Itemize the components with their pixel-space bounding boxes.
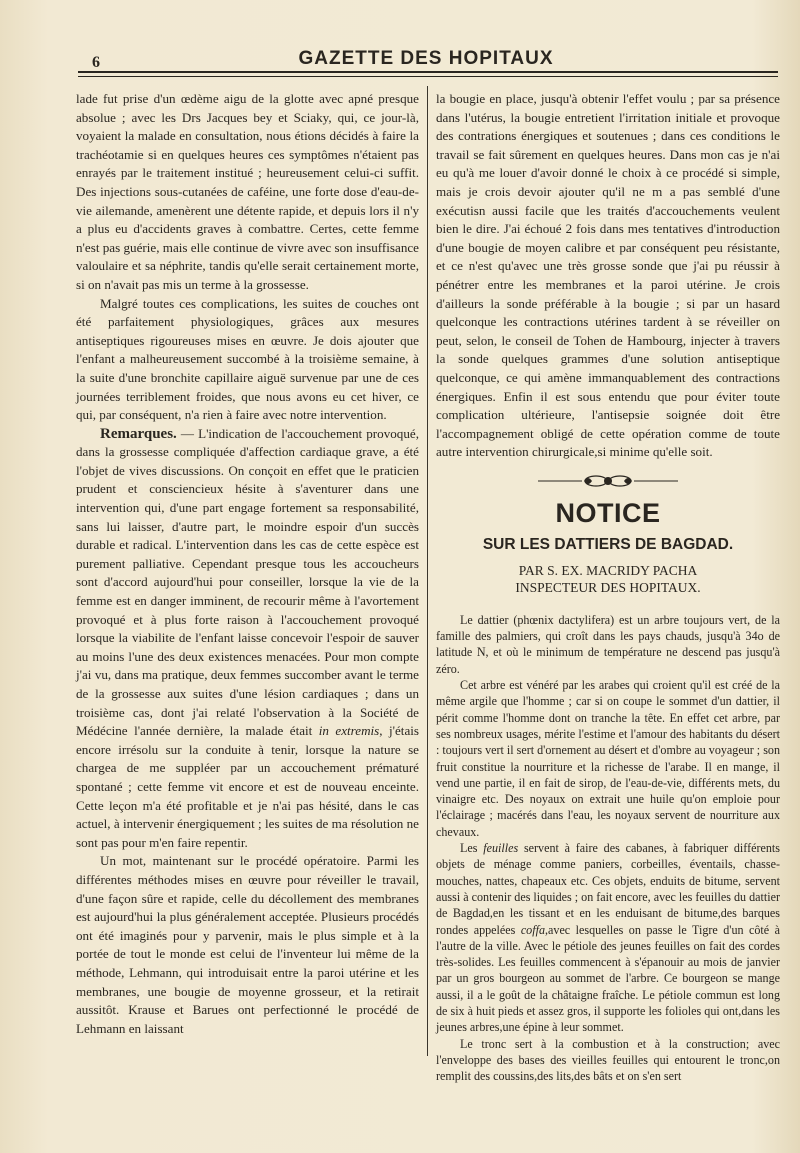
running-title: GAZETTE DES HOPITAUX bbox=[298, 48, 554, 69]
left-column bbox=[76, 90, 419, 1038]
paragraph bbox=[436, 840, 780, 1036]
notice-title: NOTICE bbox=[555, 497, 661, 528]
paragraph: Le tronc sert à la combustion et à la construction; avec l'enveloppe des bases des vieilles feuilles qui entourent le tronc,on remplit des coussins,des lits,des bâts et on s'en sert bbox=[436, 1036, 780, 1084]
paragraph: Un mot, maintenant sur le procédé opératoire. Parmi les différentes méthodes mises en œuvre pour réveiller le travail, d'une façon sûre et rapide, celle du décollement des membranes est aujourd'hui la plus généralement acceptée. Plusieurs procédés ont été imaginés pour y parvenir, mais le plus simple et à la portée de tout le monde est celui de l'inventeur lui même de la méthode, Lehmann, qui introduisait entre la paroi utérine et les membranes, une bougie de moyenne grosseur, et la retirait aussitôt. Krause et Barues ont perfectionné le procédé de Lehmann en laissant bbox=[76, 853, 419, 1036]
paragraph-text: ,avec lesquelles on passe le Tigre d'un côté à l'autre de la ville. Avec le pétiole des jeunes feuilles on fait des cordes très-solides. Les feuilles commencent à s'épanouir au mois de janvier par un gros bourgeon au sommet de l'arbre. Ce bourgeon se mange aussi, il a le goût de la châtaigne fraîche. Le pétiole commun est long de six à huit pieds et assez gros, il supporte les folioles qui ont,dans les jeunes arbres,une épine à leur sommet. bbox=[436, 922, 780, 1035]
header-rule bbox=[78, 71, 778, 73]
paragraph: la bougie en place, jusqu'à obtenir l'effet voulu ; par sa présence dans l'utérus, la bougie entretient l'irritation initiale et provoque des contrations énergiques et soutenues ; dans ces conditions le travail se fait sûrement en quelques heures. Dans mon cas je n'ai eu qu'à me louer d'avoir donné le choix à ce procédé si simple, mais je crois devoir ajouter qu'il ne m a pas semblé d'une exécutisn aussi facile que les traités d'accouchements veulent bien le dire. J'ai échoué 2 fois dans mes tentatives d'introduction d'une bougie de moyen calibre et par conséquent peu résistante, et ce n'est qu'avec une très grosse sonde que j'ai pu réussir à pénétrer entre les membranes et la paroi utérine. Je crois d'ailleurs la sonde préférable à la bougie ; si par un hasard quelconque les contractions utérines tardent à se réveiller on peut, selon, le conseil de Tohen de Hambourg, injecter à travers la sonde quelques grammes d'une solution antiseptique quelconque, ce qui amène immanquablement des contractions énergiques. Enfin il est sous entendu que pour éviter toute complication ultérieure, l'antisepsie soignée doit être l'accompagnement obligé de cette opération comme de toute autre intervention chirurgicale,si minime qu'elle soit. bbox=[436, 91, 780, 460]
paragraph-text: — L'indication de l'accouchement provoqué, dans la grossesse compliquée d'affection cardiaque grave, a été l'objet de vives discussions. On conçoit en effet que le praticien prudent et consciencieux hésite à s'aventurer dans une intervention qui, d'une part engage fortement sa responsabilité, sans lui laisser, d'autre part, le moindre espoir d'un succès durable et radical. L'intervention dans les cas de cette espèce est purement palliative. Cependant presque tous les accoucheurs sont d'accord aujourd'hui pour conseiller, lorsque la vie de la femme est en danger imminent, de recourir même à l'avortement provoqué et à plus forte raison à l'accouchement provoqué lorsque la viabilite de l'enfant laisse concevoir l'espoir de sauver au moins l'une des deux existences menacées. Pour mon compte j'ai vu, dans ma pratique, deux femmes succomber avant le terme de la grossesse aux suites d'une lésion cardiaques ; dans un troisième cas, dont j'ai relaté l'observation à la Société de Médécine l'année dernière, la malade était bbox=[76, 425, 419, 739]
notice-subtitle: SUR LES DATTIERS DE BAGDAD. bbox=[482, 535, 734, 553]
ornament-divider bbox=[436, 472, 780, 492]
paragraph-text: , j'étais encore irrésolu sur la conduite à tenir, lorsque la nature se chargea de me suppléer par un accouchement prématuré spontané ; cette femme vit encore et est de nouveau enceinte. Cette leçon m'a été profitable et je n'ai pas hésité, dans le cas actuel, à intervenir énergiquement ; les suites de ma résolution ne sont pas pour m'en faire repentir. bbox=[76, 723, 419, 850]
right-column bbox=[436, 90, 780, 1084]
italic-word: coffa bbox=[520, 922, 545, 937]
italic-phrase: in extremis bbox=[318, 723, 380, 739]
page-number: 6 bbox=[92, 54, 100, 71]
paragraph-text: Les bbox=[460, 841, 484, 856]
paragraph-text: servent à faire des cabanes, à fabriquer différents objets de ménage comme paniers, corbeilles, éventails, chasse-mouches, nattes, chapeaux etc. Ces objets, enduits de bitume, servent aussi à contenir des liquides ; on fait encore, avec les feuilles du dattier de Bagdad,en les tissant et en les enduisant de bitume,des barques rondes appelées bbox=[436, 841, 780, 937]
remarks-heading: Remarques. bbox=[100, 425, 177, 442]
column-separator bbox=[427, 86, 428, 1056]
notice-body bbox=[436, 612, 780, 1085]
author-line: PAR S. EX. MACRIDY PACHA bbox=[518, 562, 698, 578]
header-rule-thin bbox=[78, 76, 778, 77]
paragraph: lade fut prise d'un œdème aigu de la glotte avec apné presque absolue ; avec les Drs Jacques bey et Sciaky, qui, ce jour-là, voyaient la malade en consultation, nous étions décidés à faire la trachéotamie si en quelques heures ces symptômes n'étaient pas enrayés par le traitement institué ; heureusement celui-ci suffit. Des injections sous-cutanées de caféine, une forte dose d'eau-de-vie ailemande, amenèrent une détente rapide, et depuis lors il n'y a plus eu d'accidents graves à combattre. Certes, cette femme n'est pas guérie, mais elle continue de vivre avec son insuffisance valoulaire et sa néphrite, tandis qu'elle serait certainement morte, si on n'avait pas mis un terme à la grossesse. bbox=[76, 91, 419, 292]
paragraph: Le dattier (phœnix dactylifera) est un arbre toujours vert, de la famille des palmiers, qui croît dans les pays chauds, jusqu'à 34o de latitude N, et où le minimum de température ne descend pas jusqu'à zéro. bbox=[436, 612, 780, 676]
flourish-ornament-icon bbox=[538, 472, 678, 490]
remarks-paragraph bbox=[76, 425, 419, 853]
paragraph: Malgré toutes ces complications, les suites de couches ont été parfaitement physiologiques, grâces aux mesures antiseptiques rigoureuses mises en œuvre. Je dois ajouter que l'enfant a malheureusement succombé à la troisième semaine, à la suite d'une bronchite capillaire aiguë survenue par une de ces journées terriblement froides, que nous avons eu cet hiver, ce qui, par conséquent, n'a rien à faire avec notre intervention. bbox=[76, 295, 419, 423]
author-title: INSPECTEUR DES HOPITAUX. bbox=[515, 579, 701, 595]
italic-word: feuilles bbox=[483, 841, 519, 856]
page-header bbox=[70, 44, 782, 74]
paragraph: Cet arbre est vénéré par les arabes qui croient qu'il est créé de la même argile que l'homme ; car si on coupe le sommet d'un dattier, il périt comme l'homme dont on tranche la tête. En effet cet arbre, par ses nombreux usages, mérite l'estime et l'amour des habitants du désert : toujours vert il sert d'ornement au désert et d'ombre au voyageur ; son fruit constitue la nourriture et la richesse de l'arabe. Il en mange, il vend une partie, il en fait de sirop, de l'eau-de-vie, différents mets, du vinaigre etc. Des noyaux on extrait une huile qu'on emploie pour l'éclairage ; macérés dans l'eau, les noyaux servent de nourriture aux chevaux. bbox=[436, 678, 780, 839]
